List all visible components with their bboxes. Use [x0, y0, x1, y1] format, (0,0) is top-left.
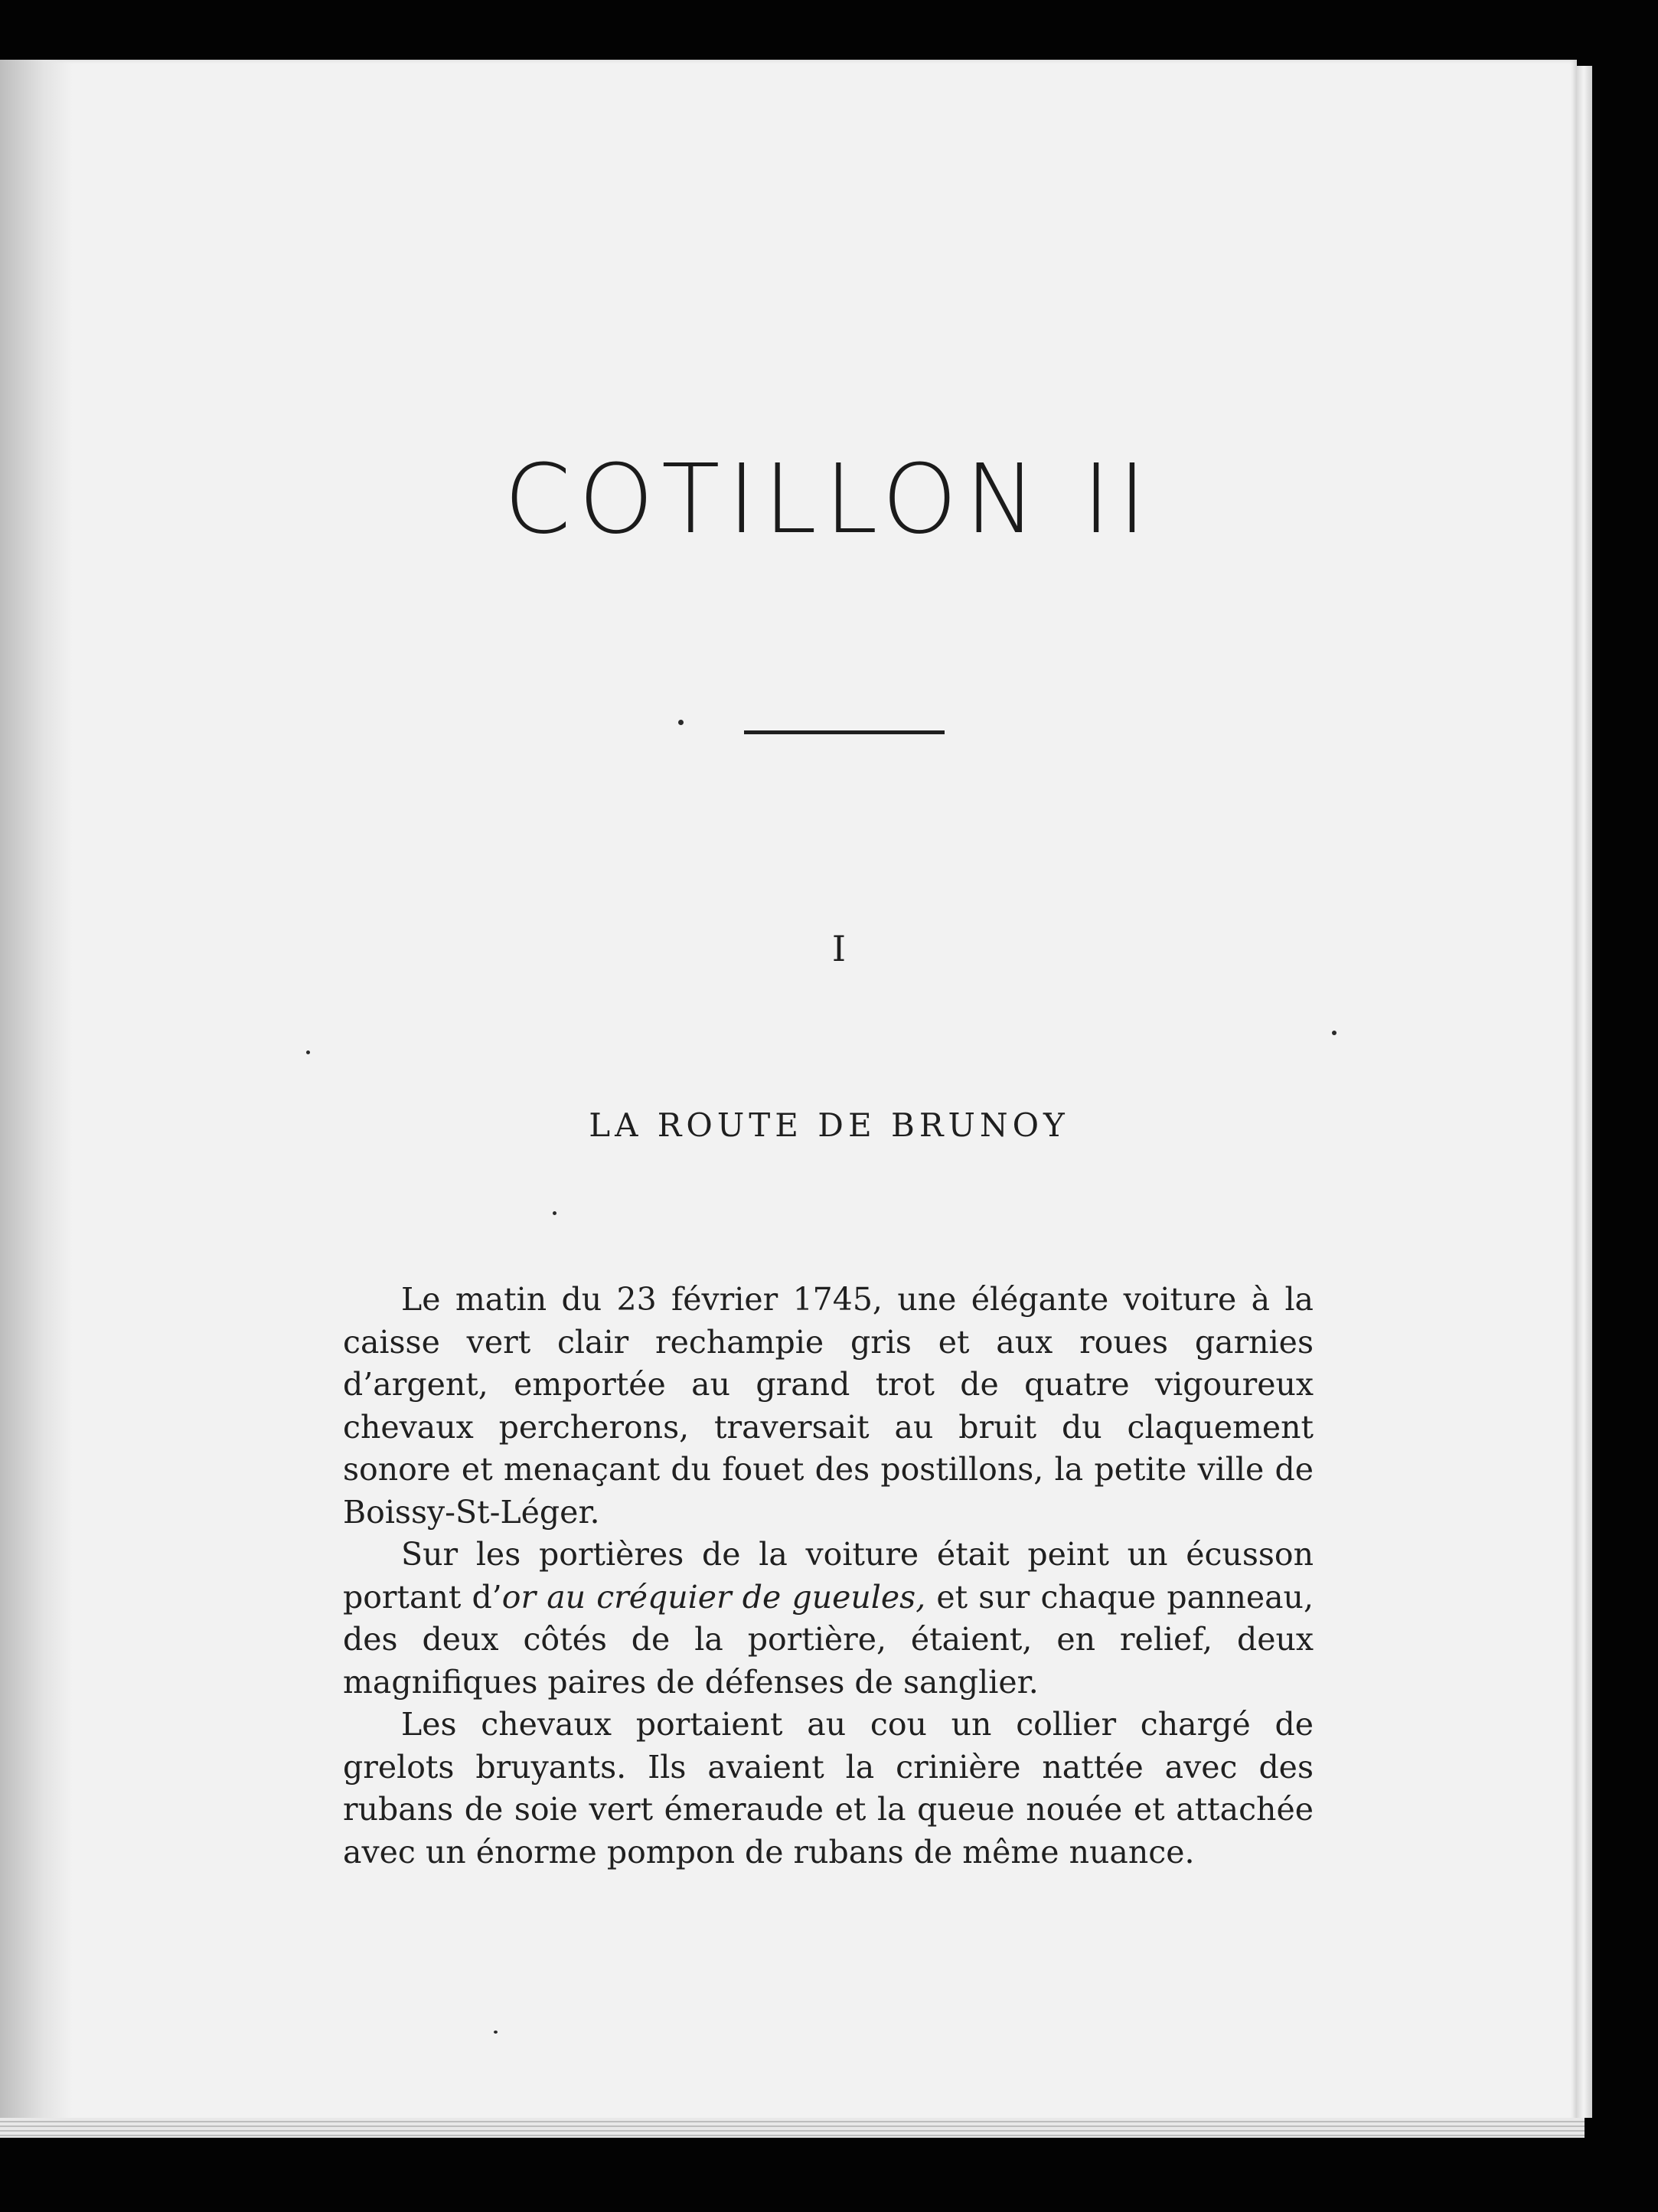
heraldic-blazon: or au créquier de gueules, [501, 1578, 926, 1616]
ink-speck [1332, 1031, 1337, 1035]
bottom-page-edges [0, 2118, 1585, 2138]
ink-speck [553, 1211, 556, 1215]
paragraph-2-start: Sur les portières de la voiture était peint un écusson portant d’ [343, 1536, 1314, 1616]
title-rule [744, 730, 945, 734]
chapter-number: I [831, 928, 847, 969]
page-stack-edge [1577, 66, 1592, 2118]
paragraph-2-end: et sur chaque panneau, des deux côtés de la portière, étaient, en relief, deux magnifiques paires de défenses de sanglier. [343, 1578, 1314, 1701]
body-text [343, 1279, 1314, 1874]
ink-speck [306, 1050, 310, 1054]
ink-speck [494, 2031, 498, 2034]
paragraph-1: Le matin du 23 février 1745, une élégante voiture à la caisse vert clair rechampie gris et aux roues garnies d’argent, emportée au grand trot de quatre vigoureux chevaux percherons, traversait au bruit du claquement sonore et menaçant du fouet des postillons, la petite ville de Boissy-St-Léger. [343, 1281, 1314, 1531]
paragraph-3: Les chevaux portaient au cou un collier chargé de grelots bruyants. Ils avaient la crinière nattée avec des rubans de soie vert émeraude et la queue nouée et attachée avec un énorme pompon de rubans de même nuance. [343, 1706, 1314, 1871]
chapter-title: LA ROUTE DE BRUNOY [589, 1106, 1069, 1144]
ink-speck [678, 720, 684, 725]
book-title: COTILLON II [504, 444, 1154, 555]
binding-gutter [0, 60, 73, 2127]
paragraph-2 [343, 1534, 1314, 1704]
